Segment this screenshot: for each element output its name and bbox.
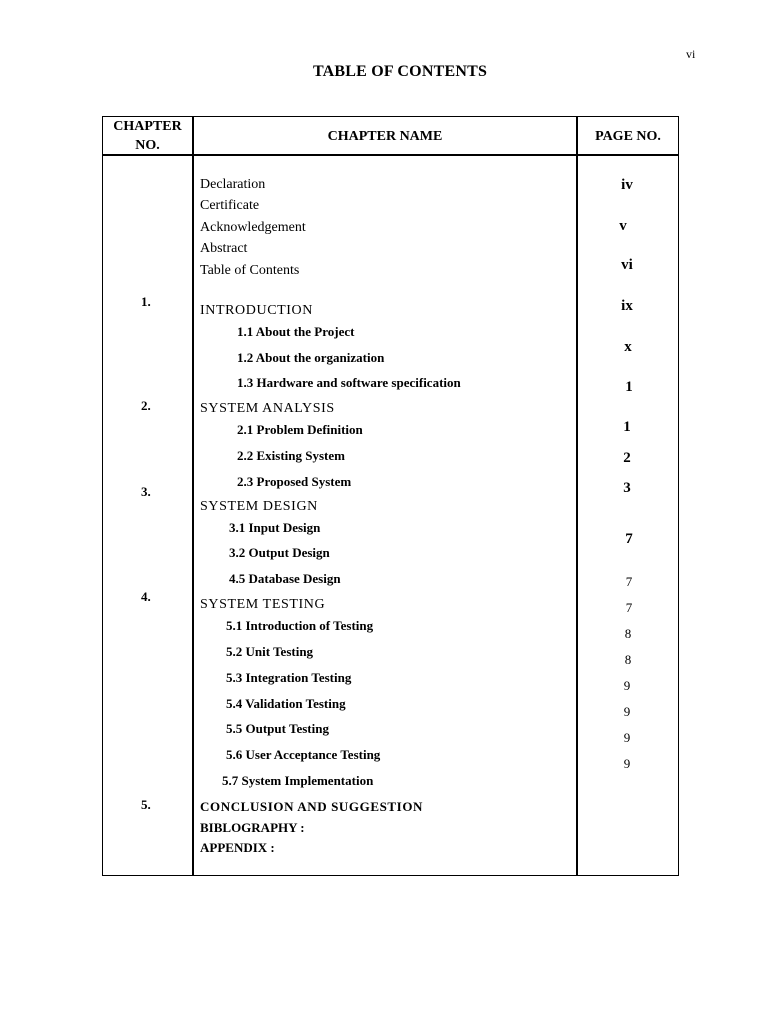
page-number-cell: x	[624, 339, 632, 355]
toc-chapter-heading: INTRODUCTION	[200, 303, 313, 318]
toc-subentry: 2.3 Proposed System	[237, 474, 352, 489]
chapter-number: 1.	[141, 294, 151, 309]
page-number-cell: iv	[621, 177, 633, 193]
toc-chapter-heading: CONCLUSION AND SUGGESTION	[200, 799, 424, 814]
header-chapter-name: CHAPTER NAME	[327, 129, 443, 144]
chapter-number: 2.	[141, 398, 151, 413]
page-number-cell: 3	[623, 480, 631, 496]
header-chapter-no-line2: NO.	[135, 138, 160, 153]
chapter-number: 3.	[141, 484, 151, 499]
toc-entry: BIBLOGRAPHY :	[200, 820, 305, 835]
page-number-cell: 7	[625, 600, 633, 615]
header-chapter-no	[103, 117, 192, 155]
toc-subentry: 5.7 System Implementation	[222, 773, 374, 788]
toc-entry: APPENDIX :	[200, 840, 275, 855]
column-divider	[576, 116, 578, 876]
toc-subentry: 3.2 Output Design	[229, 545, 330, 560]
header-chapter-no-line1: CHAPTER	[113, 119, 182, 134]
toc-entry: Abstract	[200, 241, 248, 256]
chapter-number: 5.	[141, 797, 151, 812]
page-number-cell: 9	[623, 704, 631, 719]
toc-entry: Declaration	[200, 177, 266, 192]
toc-subentry: 5.1 Introduction of Testing	[226, 618, 374, 633]
page-number-cell: 9	[623, 730, 631, 745]
page-number-cell: v	[619, 218, 627, 234]
toc-chapter-heading: SYSTEM TESTING	[200, 597, 326, 612]
page-number-cell: 7	[625, 574, 633, 589]
page-number-cell: 1	[623, 419, 631, 435]
contents-table	[102, 116, 679, 876]
toc-subentry: 5.3 Integration Testing	[226, 670, 352, 685]
column-divider	[192, 116, 194, 876]
page-number-cell: 1	[625, 379, 633, 395]
page-number-cell: 8	[624, 626, 632, 641]
toc-entry: Acknowledgement	[200, 220, 306, 235]
toc-chapter-heading: SYSTEM ANALYSIS	[200, 401, 335, 416]
toc-subentry: 1.2 About the organization	[237, 350, 385, 365]
toc-subentry: 2.1 Problem Definition	[237, 422, 363, 437]
toc-entry: Table of Contents	[200, 263, 300, 278]
page-number-cell: 9	[623, 756, 631, 771]
chapter-number: 4.	[141, 589, 151, 604]
toc-subentry: 5.4 Validation Testing	[226, 696, 346, 711]
toc-subentry: 3.1 Input Design	[229, 520, 321, 535]
header-page-no: PAGE NO.	[595, 129, 661, 144]
toc-subentry: 1.1 About the Project	[237, 324, 355, 339]
toc-chapter-heading: SYSTEM DESIGN	[200, 499, 318, 514]
toc-subentry: 5.5 Output Testing	[226, 721, 329, 736]
toc-subentry: 4.5 Database Design	[229, 571, 341, 586]
toc-subentry: 5.6 User Acceptance Testing	[226, 747, 381, 762]
toc-subentry: 2.2 Existing System	[237, 448, 345, 463]
page-number-cell: vi	[621, 257, 633, 273]
toc-subentry: 1.3 Hardware and software specification	[237, 375, 461, 390]
page-number-cell: 7	[625, 531, 633, 547]
page-number: vi	[686, 47, 696, 61]
page-number-cell: 8	[624, 652, 632, 667]
toc-entry: Certificate	[200, 198, 260, 213]
page-number-cell: 9	[623, 678, 631, 693]
toc-subentry: 5.2 Unit Testing	[226, 644, 314, 659]
page-title: TABLE OF CONTENTS	[312, 63, 488, 80]
page-number-cell: 2	[623, 450, 631, 466]
page-number-cell: ix	[621, 298, 633, 314]
